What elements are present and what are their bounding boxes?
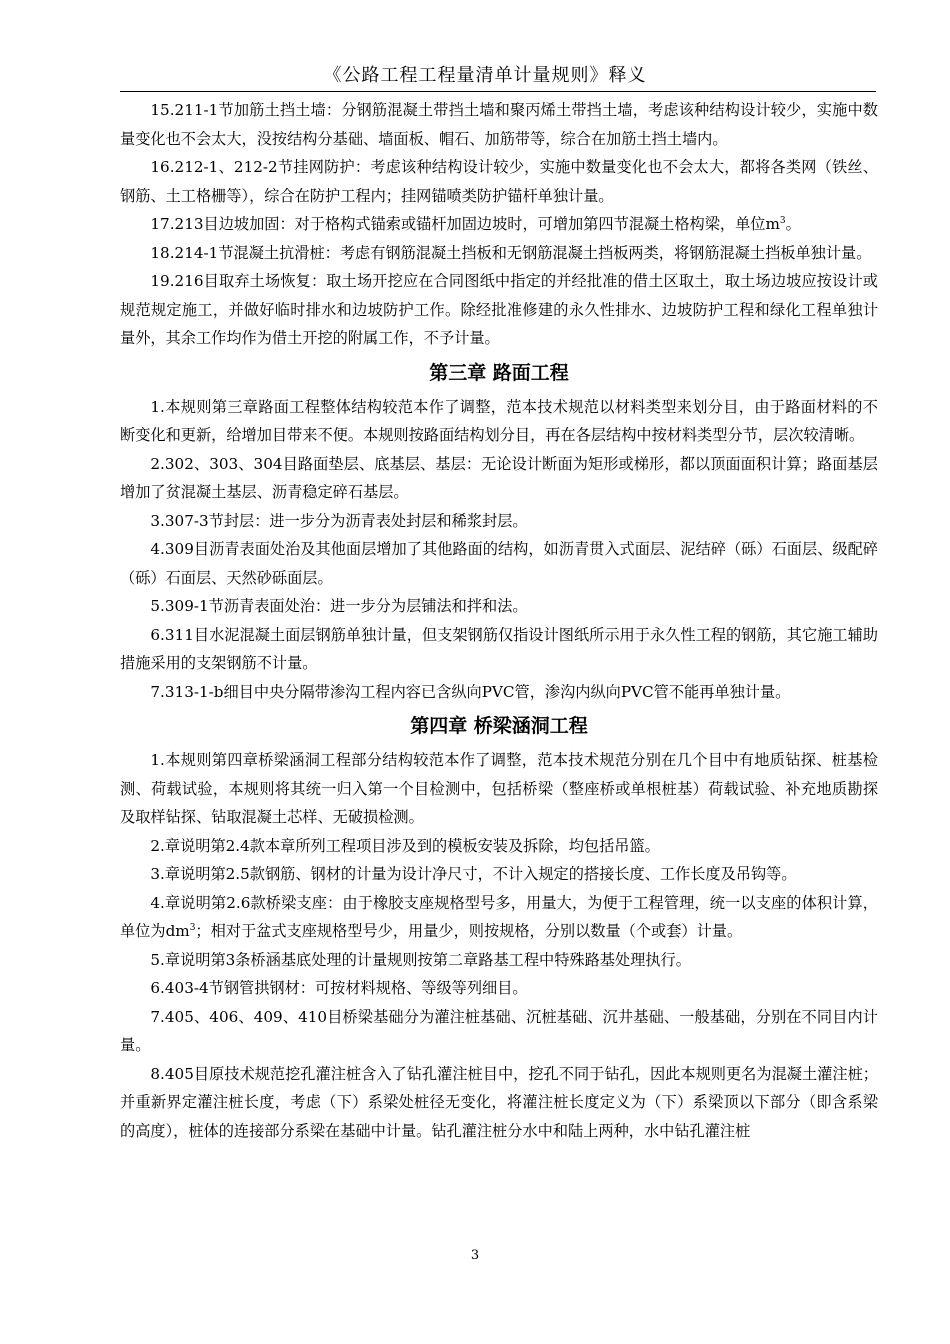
paragraph: 15.211-1节加筋土挡土墙：分钢筋混凝土带挡土墙和聚丙烯土带挡土墙，考虑该种结构设计较少，实施中数量变化也不会太大，没按结构分基础、墙面板、帽石、加筋带等，综合在加筋土挡土墙内。 xyxy=(120,101,878,148)
paragraph: 18.214-1节混凝土抗滑桩：考虑有钢筋混凝土挡板和无钢筋混凝土挡板两类，将钢筋混凝土挡板单独计量。 xyxy=(150,243,872,262)
paragraph: 1.本规则第四章桥梁涵洞工程部分结构较范本作了调整，范本技术规范分别在几个目中有地质钻探、桩基检测、荷载试验，本规则将其统一归入第一个目检测中，包括桥梁（整座桥或单根桩基）荷载试验、补充地质勘探及取样钻探、钻取混凝土芯样、无破损检测。 xyxy=(120,751,878,826)
paragraph: 8.405目原技术规范挖孔灌注桩含入了钻孔灌注桩目中，挖孔不同于钻孔，因此本规则更名为混凝土灌注桩；并重新界定灌注桩长度，考虑（下）系梁处桩径无变化，将灌注桩长度定义为（下）系梁顶以下部分（即含系梁的高度），桩体的连接部分系梁在基础中计量。钻孔灌注桩分水中和陆上两种，水中钻孔灌注桩 xyxy=(120,1064,878,1140)
paragraph: 7.405、406、409、410目桥梁基础分为灌注桩基础、沉桩基础、沉井基础、一般基础，分别在不同目内计量。 xyxy=(120,1007,878,1054)
running-header: 《公路工程工程量清单计量规则》释义 xyxy=(323,65,647,86)
paragraph: 6.311目水泥混凝土面层钢筋单独计量，但支架钢筋仅指设计图纸所示用于永久性工程的钢筋，其它施工辅助措施采用的支架钢筋不计量。 xyxy=(120,625,878,672)
paragraph: 2.302、303、304目路面垫层、底基层、基层：无论设计断面为矩形或梯形，都以顶面面积计算；路面基层增加了贫混凝土基层、沥青稳定碎石基层。 xyxy=(120,454,878,501)
paragraph: 1.本规则第三章路面工程整体结构较范本作了调整，范本技术规范以材料类型来划分目，由于路面材料的不断变化和更新，给增加目带来不便。本规则按路面结构划分目，再在各层结构中按材料类型分节，层次较清晰。 xyxy=(120,397,878,444)
paragraph: 3.章说明第2.5款钢筋、钢材的计量为设计净尺寸，不计入规定的搭接长度、工作长度及吊钩等。 xyxy=(150,865,797,883)
chapter-3-title: 第三章 路面工程 xyxy=(429,361,569,384)
paragraph: 7.313-1-b细目中央分隔带渗沟工程内容已含纵向PVC管，渗沟内纵向PVC管不能再单独计量。 xyxy=(150,682,791,701)
header-rule xyxy=(120,91,876,92)
paragraph: 5.309-1节沥青表面处治：进一步分为层铺法和拌和法。 xyxy=(150,597,528,615)
paragraph: 4.309目沥青表面处治及其他面层增加了其他路面的结构，如沥青贯入式面层、泥结碎（砾）石面层、级配碎（砾）石面层、天然砂砾面层。 xyxy=(120,540,878,587)
document-body xyxy=(120,96,878,1145)
paragraph: 3.307-3节封层：进一步分为沥青表处封层和稀浆封层。 xyxy=(150,511,528,530)
paragraph: 17.213目边坡加固：对于格构式锚索或锚杆加固边坡时，可增加第四节混凝土格构梁，单位$m^3$。 xyxy=(150,215,801,233)
chapter-4-title: 第四章 桥梁涵洞工程 xyxy=(410,715,588,737)
paragraph: 2.章说明第2.4款本章所列工程项目涉及到的模板安装及拆除，均包括吊篮。 xyxy=(150,836,660,855)
page-number: 3 xyxy=(470,1248,480,1263)
paragraph: 19.216目取弃土场恢复：取土场开挖应在合同图纸中指定的并经批准的借土区取土，取土场边坡应按设计或规范规定施工，并做好临时排水和边坡防护工作。除经批准修建的永久性排水、边坡防护工程和绿化工程单独计量外，其余工作均作为借土开挖的附属工作，不予计量。 xyxy=(120,272,878,347)
paragraph: 6.403-4节钢管拱钢材：可按材料规格、等级等列细目。 xyxy=(150,979,528,997)
paragraph: 16.212-1、212-2节挂网防护：考虑该种结构设计较少，实施中数量变化也不会太大，都将各类网（铁丝、钢筋、土工格栅等），综合在防护工程内；挂网锚喷类防护锚杆单独计量。 xyxy=(120,158,878,205)
paragraph: 4.章说明第2.6款桥梁支座：由于橡胶支座规格型号多，用量大，为便于工程管理，统一以支座的体积计算，单位为$dm^3$；相对于盆式支座规格型号少，用量少，则按规格，分别以数量（个或套）计量。 xyxy=(120,893,878,940)
paragraph: 5.章说明第3条桥涵基底处理的计量规则按第二章路基工程中特殊路基处理执行。 xyxy=(150,950,691,969)
